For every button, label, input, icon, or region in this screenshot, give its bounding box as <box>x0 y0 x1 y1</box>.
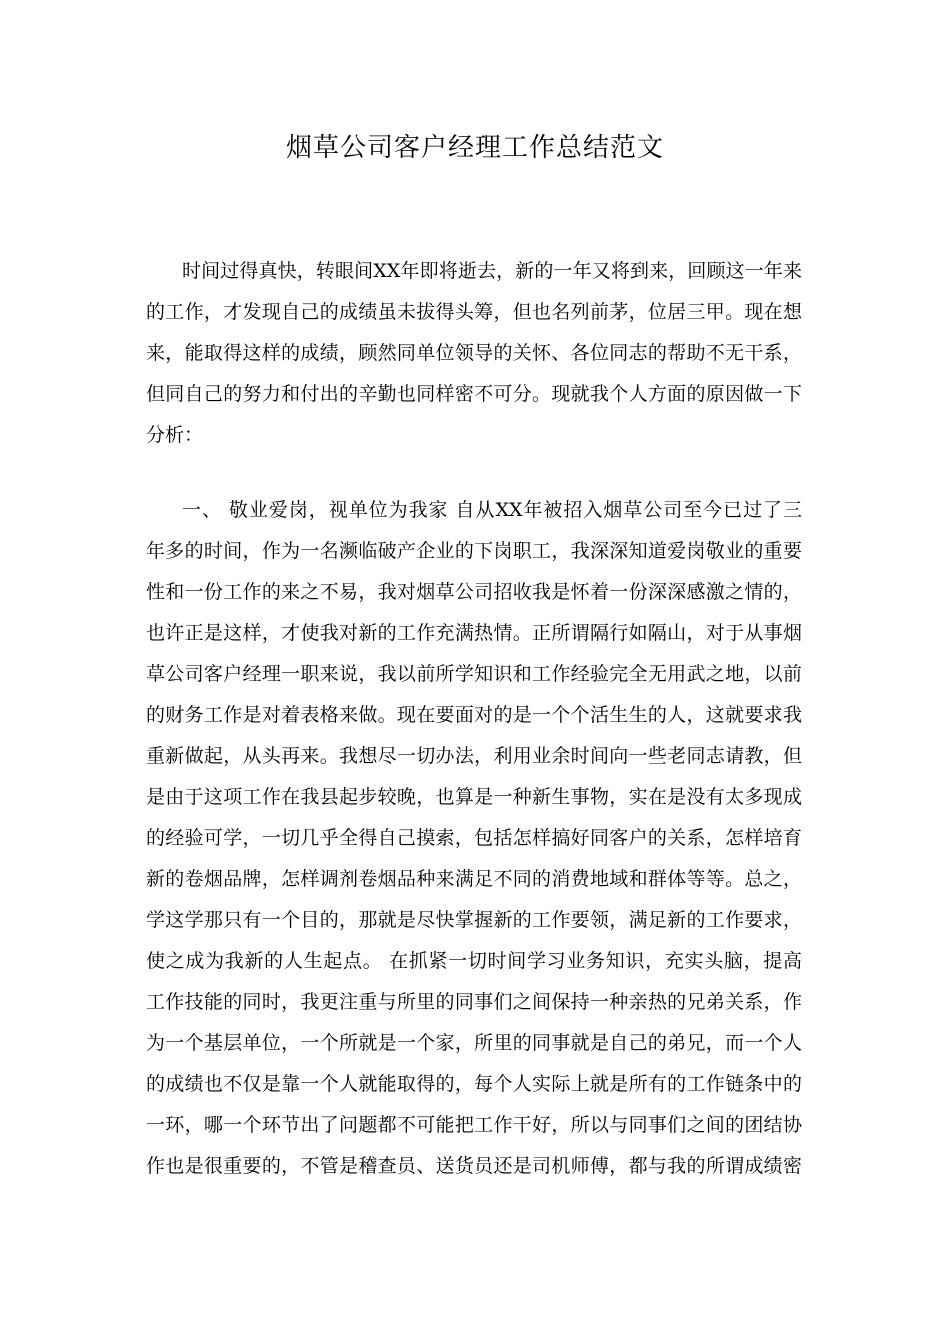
paragraph-line: 工作技能的同时，我更注重与所里的同事们之间保持一种亲热的兄弟关系，作 <box>146 991 802 1013</box>
paragraph-line: 学这学那只有一个目的，那就是尽快掌握新的工作要领，满足新的工作要求， <box>146 909 802 931</box>
paragraph-line: 新的卷烟品牌，怎样调剂卷烟品种来满足不同的消费地域和群体等等。总之， <box>146 868 802 890</box>
document-title: 烟草公司客户经理工作总结范文 <box>285 133 664 163</box>
paragraph-2 <box>146 490 802 1187</box>
paragraph-line: 时间过得真快，转眼间XX年即将逝去，新的一年又将到来，回顾这一年来 <box>182 260 802 282</box>
paragraph-line: 一、 敬业爱岗，视单位为我家 自从XX年被招入烟草公司至今已过了三 <box>182 499 802 521</box>
paragraph-line: 使之成为我新的人生起点。 在抓紧一切时间学习业务知识，充实头脑，提高 <box>146 950 802 972</box>
paragraph-line: 的经验可学，一切几乎全得自己摸索，包括怎样搞好同客户的关系，怎样培育 <box>146 827 802 849</box>
paragraph-line: 分析： <box>146 424 204 446</box>
paragraph-line: 来，能取得这样的成绩，顾然同单位领导的关怀、各位同志的帮助不无干系， <box>146 342 802 364</box>
paragraph-line: 也许正是这样，才使我对新的工作充满热情。正所谓隔行如隔山，对于从事烟 <box>146 622 802 644</box>
paragraph-1 <box>146 251 802 456</box>
paragraph-line: 为一个基层单位，一个所就是一个家，所里的同事就是自己的弟兄，而一个人 <box>146 1032 802 1054</box>
paragraph-line: 作也是很重要的，不管是稽查员、送货员还是司机师傅，都与我的所谓成绩密 <box>146 1155 802 1177</box>
paragraph-line: 性和一份工作的来之不易，我对烟草公司招收我是怀着一份深深感激之情的， <box>146 581 802 603</box>
paragraph-line: 一环，哪一个环节出了问题都不可能把工作干好，所以与同事们之间的团结协 <box>146 1114 802 1136</box>
paragraph-line: 重新做起，从头再来。我想尽一切办法，利用业余时间向一些老同志请教，但 <box>146 745 802 767</box>
paragraph-line: 草公司客户经理一职来说，我以前所学知识和工作经验完全无用武之地，以前 <box>146 663 802 685</box>
paragraph-line: 年多的时间，作为一名濒临破产企业的下岗职工，我深深知道爱岗敬业的重要 <box>146 540 802 562</box>
paragraph-line: 但同自己的努力和付出的辛勤也同样密不可分。现就我个人方面的原因做一下 <box>146 383 802 405</box>
paragraph-line: 的财务工作是对着表格来做。现在要面对的是一个个活生生的人，这就要求我 <box>146 704 802 726</box>
paragraph-line: 的工作，才发现自己的成绩虽未拔得头筹，但也名列前茅，位居三甲。现在想 <box>146 301 802 323</box>
paragraph-line: 是由于这项工作在我县起步较晚，也算是一种新生事物，实在是没有太多现成 <box>146 786 802 808</box>
paragraph-line: 的成绩也不仅是靠一个人就能取得的，每个人实际上就是所有的工作链条中的 <box>146 1073 802 1095</box>
